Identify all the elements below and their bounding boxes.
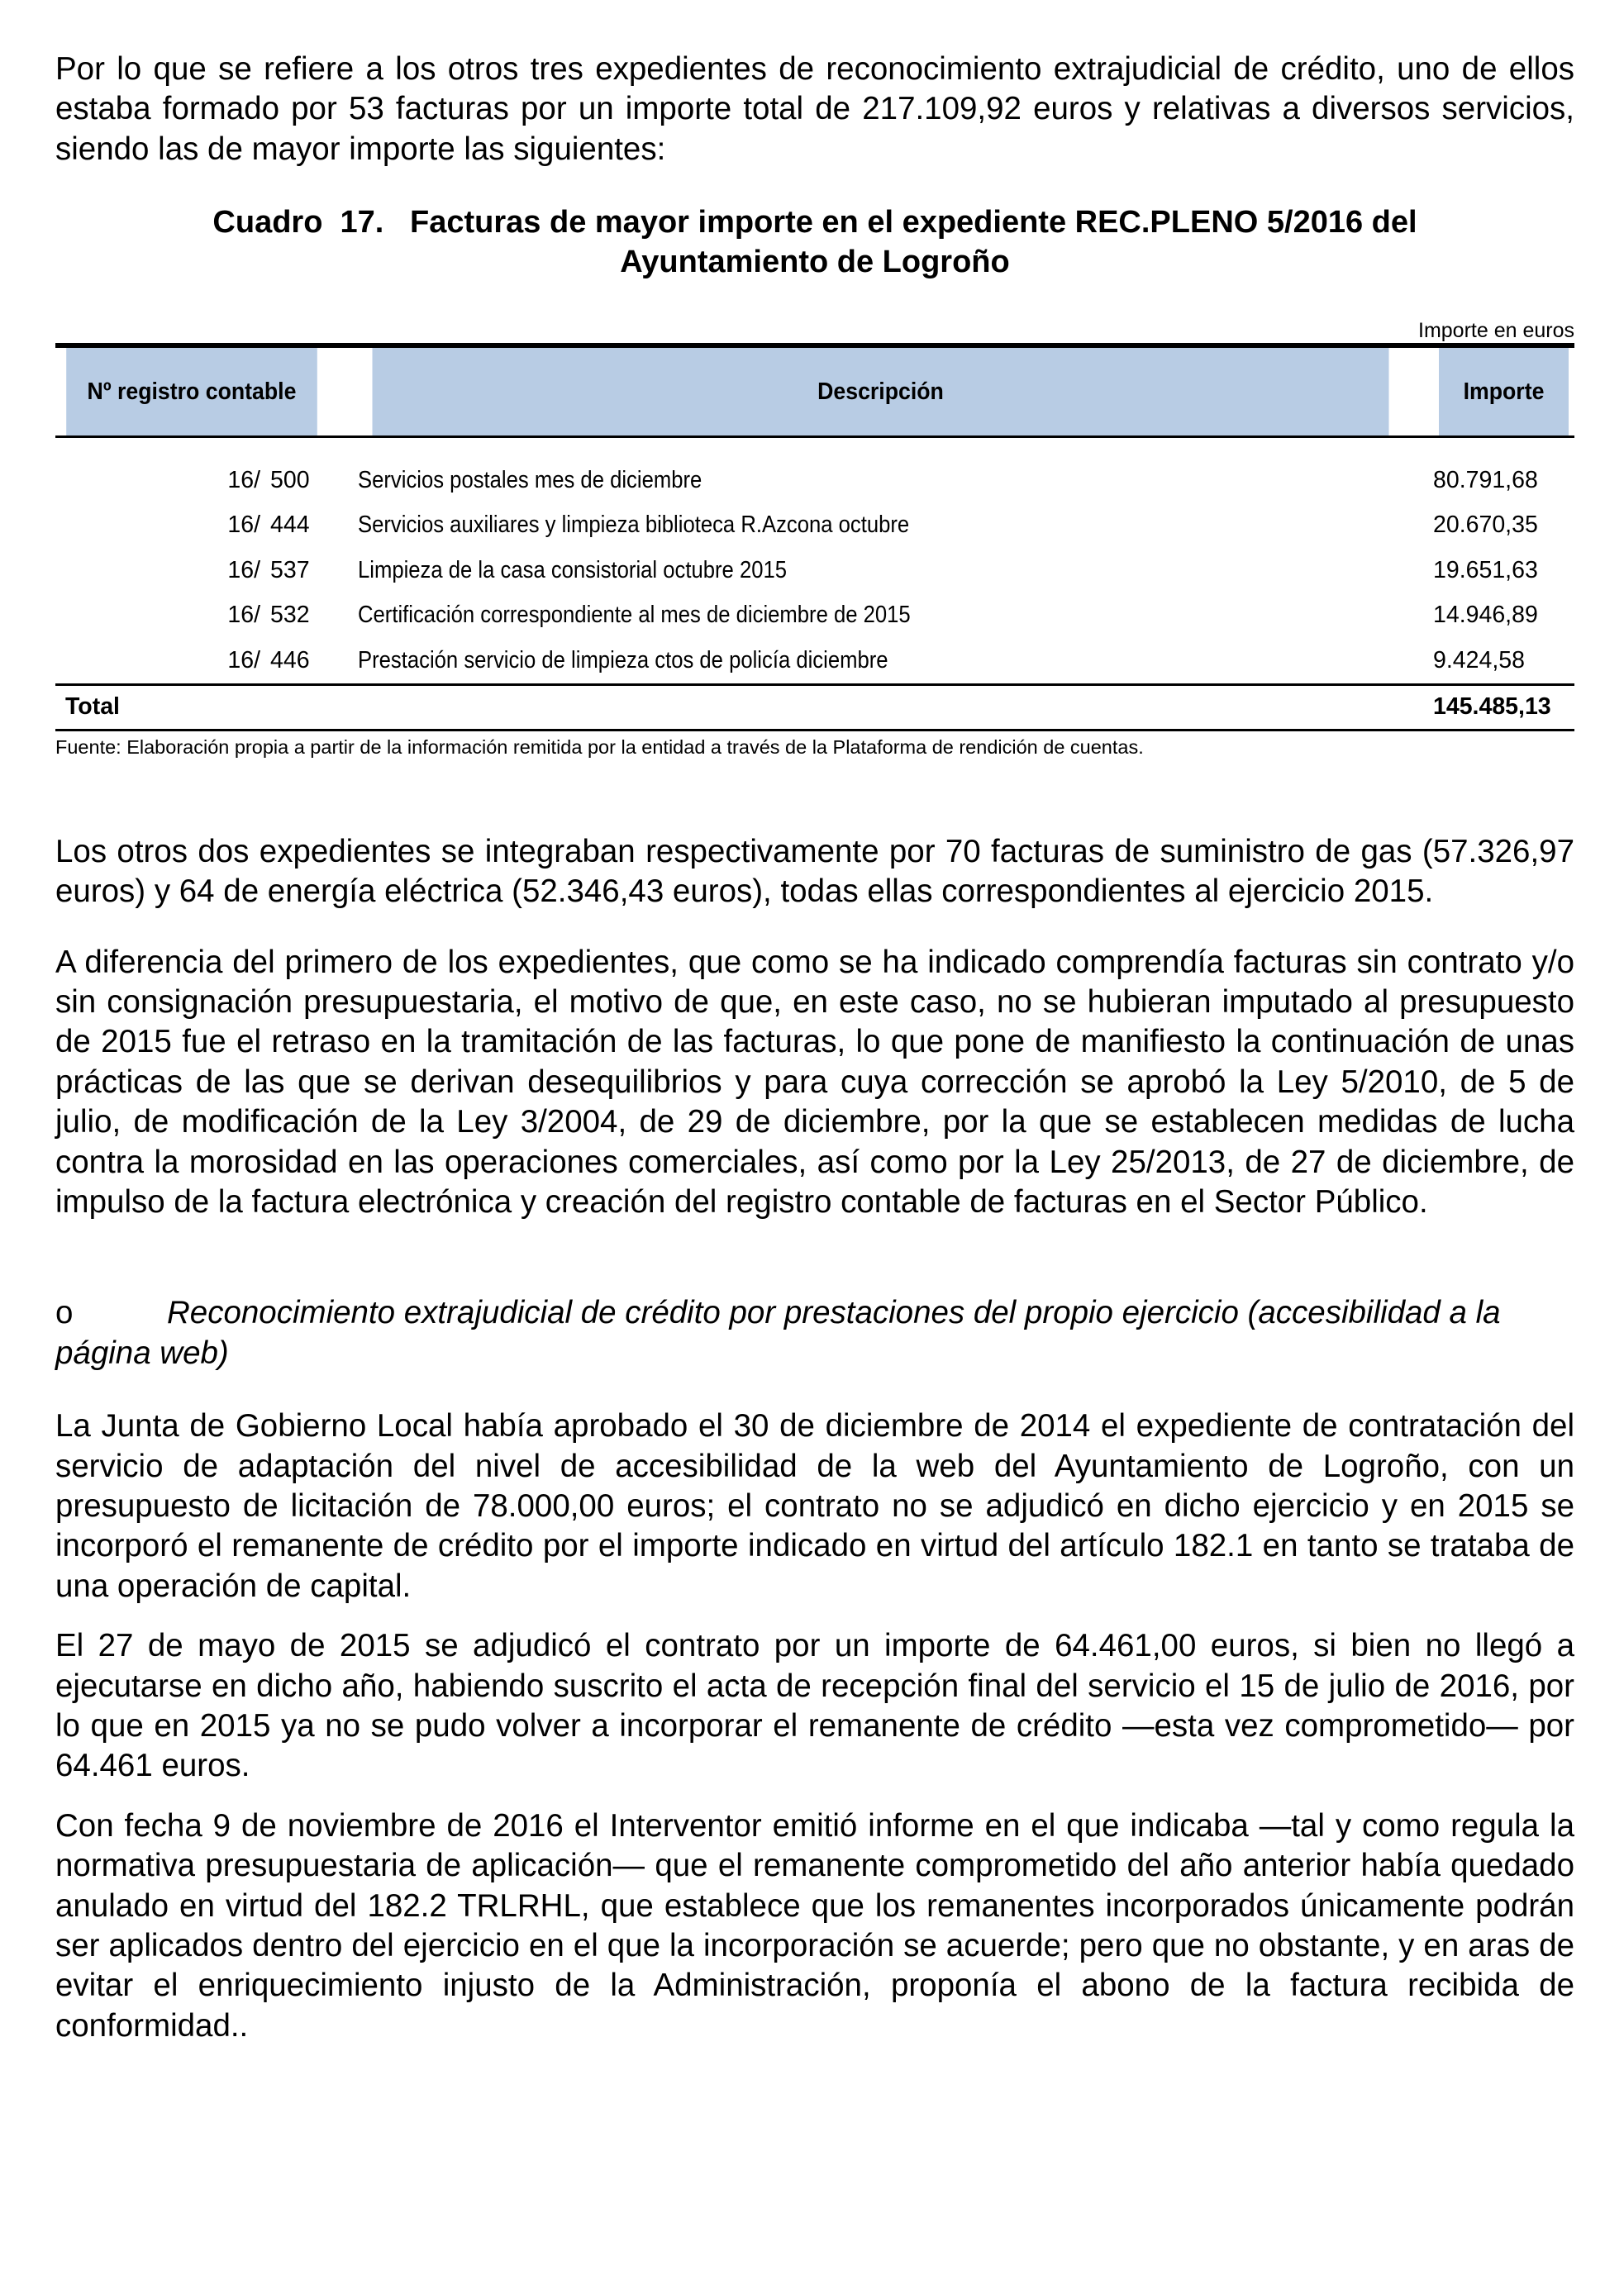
registro-cell: [55, 437, 328, 503]
total-label: Total: [55, 684, 1433, 730]
paragraph-adjudicacion: El 27 de mayo de 2015 se adjudicó el contrato por un importe de 64.461,00 euros, si bien no llegó a ejecutarse en dicho año, habiendo suscrito el acta de recepción final del servicio el 15 de julio de 2016, por lo que en 2015 ya no se pudo volver a incorporar el remanente de crédito —esta vez comprometido— por 64.461 euros.: [55, 1628, 1574, 1784]
paragraph-junta-gobierno: La Junta de Gobierno Local había aprobado el 30 de diciembre de 2014 el expediente de contratación del servicio de adaptación del nivel de accesibilidad de la web del Ayuntamiento de Logroño, con un presupuesto de licitación de 78.000,00 euros; el contrato no se adjudicó en dicho ejercicio y en 2015 se incorporó el remanente de crédito por el importe indicado en virtud del artículo 182.1 en tanto se trataba de una operación de capital.: [55, 1408, 1574, 1604]
importe-cell: 14.946,89: [1433, 602, 1538, 629]
registro-cell: [55, 593, 328, 639]
descripcion-cell: [328, 638, 1433, 684]
descripcion-text: Servicios auxiliares y limpieza biblioteca R.Azcona octubre: [358, 512, 910, 539]
caption-line-1: Cuadro 17. Facturas de mayor importe en el expediente REC.PLENO 5/2016 del: [212, 205, 1417, 240]
descripcion-cell: [328, 437, 1433, 503]
table-total-row: [55, 684, 1574, 730]
header-importe: Importe: [1439, 345, 1569, 437]
paragraph-gas-electricidad: Los otros dos expedientes se integraban respectivamente por 70 facturas de suministro de gas (57.326,97 euros) y 64 de energía eléctrica (52.346,43 euros), todas ellas correspondientes al ejercicio 2015.: [55, 833, 1574, 910]
descripcion-text: Prestación servicio de limpieza ctos de policía diciembre: [358, 646, 888, 673]
table-row: [55, 593, 1574, 639]
registro-year: 16/: [227, 512, 260, 539]
registro-cell: [55, 638, 328, 684]
bullet-marker: o: [55, 1295, 74, 1331]
registro-number: 446: [270, 646, 310, 673]
registro-number: 500: [270, 466, 310, 493]
table-row: [55, 638, 1574, 684]
document-page: [55, 50, 1574, 2046]
table-caption: [55, 202, 1574, 282]
descripcion-text: Limpieza de la casa consistorial octubre 2015: [358, 556, 788, 583]
total-amount: 145.485,13: [1433, 684, 1574, 730]
registro-number: 537: [270, 556, 310, 583]
invoices-table: [55, 343, 1574, 731]
section-heading: [55, 1293, 1574, 1373]
paragraph-interventor: Con fecha 9 de noviembre de 2016 el Interventor emitió informe en el que indicaba —tal y como regula la normativa presupuestaria de aplicación— que el remanente comprometido del año anterior había quedado anulado en virtud del 182.2 TRLRHL, que establece que los remanentes incorporados únicamente podrán ser aplicados dentro del ejercicio en el que la incorporación se acuerde; pero que no obstante, y en aras de evitar el enriquecimiento injusto de la Administración, proponía el abono de la factura recibida de conformidad..: [55, 1807, 1574, 2044]
registro-year: 16/: [227, 646, 260, 673]
table-source-note: Fuente: Elaboración propia a partir de la información remitida por la entidad a través de la Plataforma de rendición de cuentas.: [55, 735, 1144, 758]
descripcion-cell: [328, 548, 1433, 593]
registro-year: 16/: [227, 466, 260, 493]
table-row: [55, 437, 1574, 503]
unit-note: Importe en euros: [1418, 319, 1574, 343]
importe-cell: 20.670,35: [1433, 512, 1538, 539]
registro-cell: [55, 503, 328, 549]
table-row: [55, 503, 1574, 549]
registro-year: 16/: [227, 556, 260, 583]
descripcion-text: Certificación correspondiente al mes de diciembre de 2015: [358, 602, 911, 629]
descripcion-cell: [328, 593, 1433, 639]
descripcion-text: Servicios postales mes de diciembre: [358, 466, 702, 493]
importe-cell: 19.651,63: [1433, 556, 1538, 583]
descripcion-cell: [328, 503, 1433, 549]
registro-cell: [55, 548, 328, 593]
section-heading-text: Reconocimiento extrajudicial de crédito por prestaciones del propio ejercicio (accesibilidad a la página web): [55, 1295, 1501, 1371]
invoices-table-container: [55, 318, 1574, 759]
intro-paragraph: Por lo que se refiere a los otros tres expedientes de reconocimiento extrajudicial de crédito, uno de ellos estaba formado por 53 facturas por un importe total de 217.109,92 euros y relativas a diversos servicios, siendo las de mayor importe las siguientes:: [55, 51, 1574, 167]
registro-year: 16/: [227, 602, 260, 629]
table-header-row: [55, 345, 1574, 437]
registro-number: 532: [270, 602, 310, 629]
header-descripcion: Descripción: [372, 345, 1388, 437]
paragraph-retraso-facturas: A diferencia del primero de los expedientes, que como se ha indicado comprendía facturas sin contrato y/o sin consignación presupuestaria, el motivo de que, en este caso, no se hubieran imputado al presupuesto de 2015 fue el retraso en la tramitación de las facturas, lo que pone de manifiesto la continuación de unas prácticas de las que se derivan desequilibrios y para cuya corrección se aprobó la Ley 5/2010, de 5 de julio, de modificación de la Ley 3/2004, de 29 de diciembre, por la que se establecen medidas de lucha contra la morosidad en las operaciones comerciales, así como por la Ley 25/2013, de 27 de diciembre, de impulso de la factura electrónica y creación del registro contable de facturas en el Sector Público.: [55, 944, 1574, 1220]
table-row: [55, 548, 1574, 593]
header-registro: Nº registro contable: [66, 345, 317, 437]
importe-cell: 9.424,58: [1433, 646, 1525, 673]
importe-cell: 80.791,68: [1433, 466, 1538, 493]
registro-number: 444: [270, 512, 310, 539]
caption-line-2: Ayuntamiento de Logroño: [620, 245, 1010, 280]
